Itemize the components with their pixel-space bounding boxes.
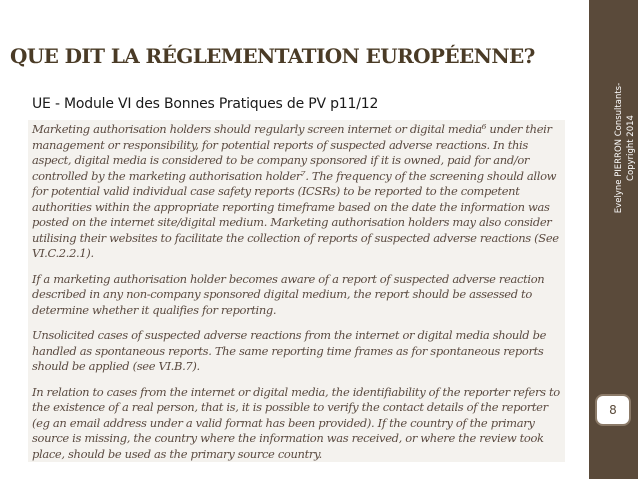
copyright-credit: Evelyne PIERRON Consultants- Copyright 2014 — [614, 82, 636, 214]
excerpt-paragraph: Unsolicited cases of suspected adverse reactions from the internet or digital media should be handled as spontaneous reports. The same reporting time frames as for spontaneous reports should be applied (see VI.B.7). — [32, 328, 547, 373]
excerpt-paragraph: Marketing authorisation holders should regularly screen internet or digital media⁶ under their management or responsibility, for potential reports of suspected adverse reactions. In this aspect, digital media is considered to be company sponsored if it is owned, paid for and/or controlled by the marketing authorisation holder⁷. The frequency of the screening should allow for potential valid individual case safety reports (ICSRs) to be reported to the competent authorities within the appropriate reporting timeframe based on the date the information was posted on the internet site/digital medium. Marketing authorisation holders may also consider utilising their websites to facilitate the collection of reports of suspected adverse reactions (See VI.C.2.2.1). — [32, 122, 559, 260]
slide-subtitle: UE - Module VI des Bonnes Pratiques de PV p11/12 — [32, 96, 379, 112]
excerpt-paragraph: If a marketing authorisation holder becomes aware of a report of suspected adverse reaction described in any non-company sponsored digital medium, the report should be assessed to determine whether it qualifies for reporting. — [32, 271, 545, 317]
slide-title: QUE DIT LA RÉGLEMENTATION EUROPÉENNE? — [10, 44, 535, 68]
excerpt-paragraph: In relation to cases from the internet or digital media, the identifiability of the reporter refers to the existence of a real person, that is, it is possible to verify the contact details of the reporter (eg an email address under a valid format has been provided). If the country of the primary source is missing, the country where the information was received, or where the review took place, should be used as the primary source country. — [32, 384, 560, 461]
regulation-excerpt — [28, 120, 565, 462]
sidebar-credit — [589, 0, 638, 290]
page-number: 8 — [609, 403, 617, 417]
page-number-badge — [595, 394, 631, 426]
